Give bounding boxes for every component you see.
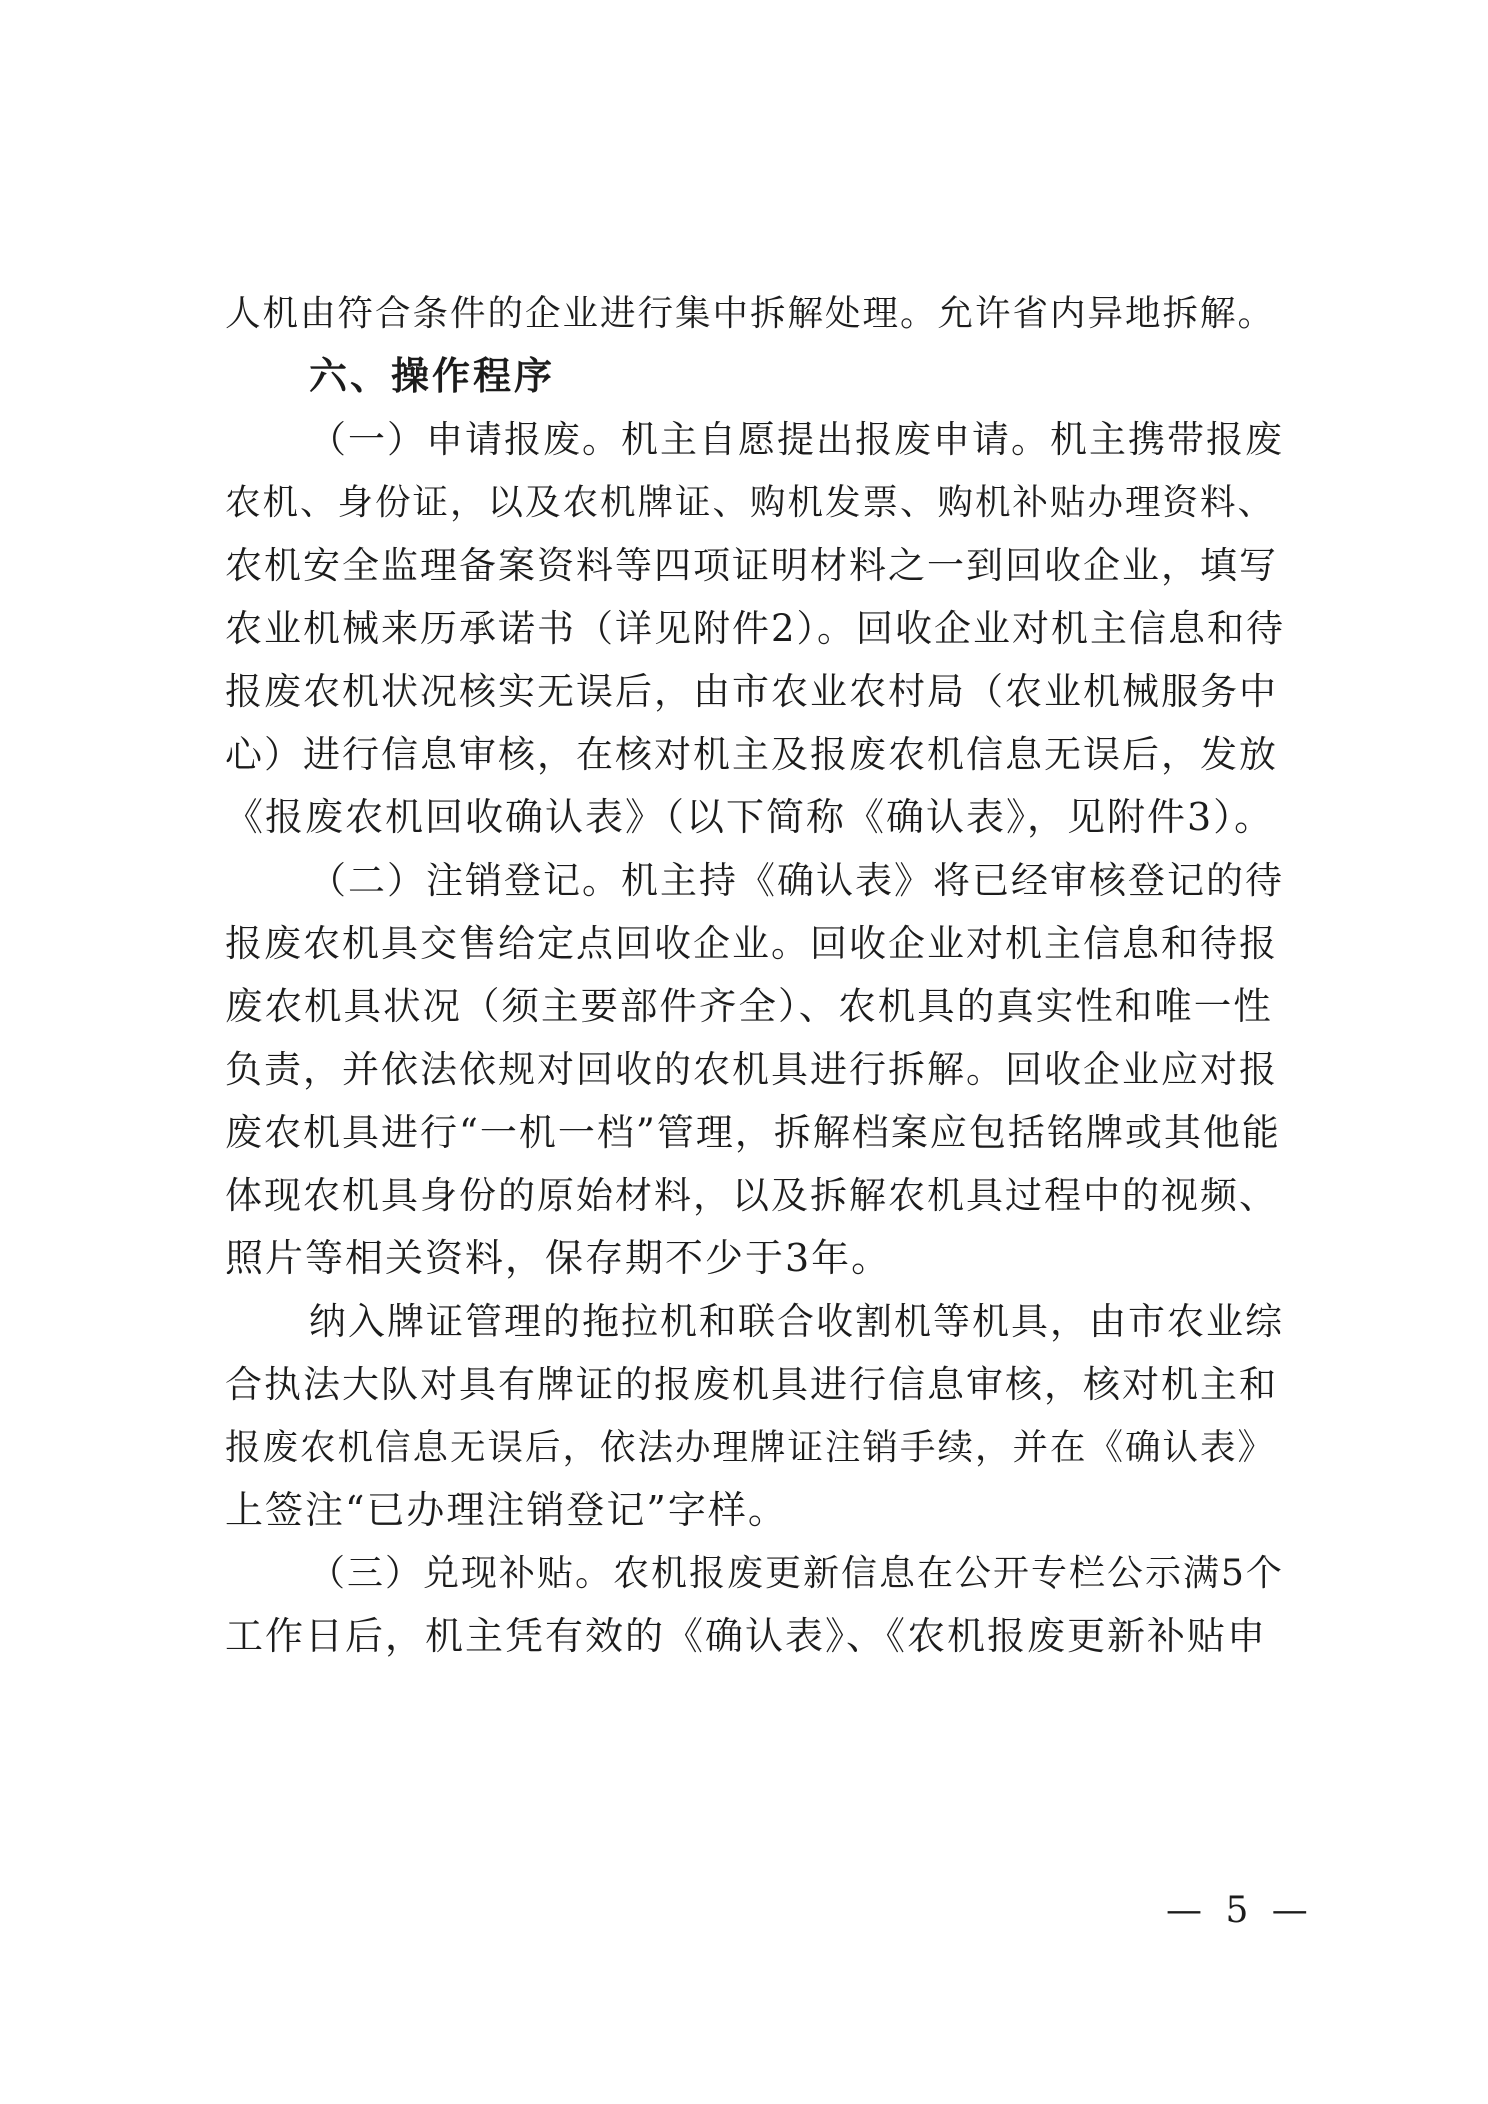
- page-number: — 5 —: [1166, 1890, 1314, 1931]
- text-line: 报废农机信息无误后，依法办理牌证注销手续，并在《确认表》: [225, 1427, 1276, 1468]
- text-line: （三）兑现补贴。农机报废更新信息在公开专栏公示满5个: [309, 1553, 1284, 1594]
- text-line: 报废农机状况核实无误后，由市农业农村局（农业机械服务中: [225, 670, 1278, 713]
- text-line: 农机、身份证，以及农机牌证、购机发票、购机补贴办理资料、: [225, 482, 1276, 523]
- text-line: 合执法大队对具有牌证的报废机具进行信息审核，核对机主和: [225, 1363, 1278, 1406]
- text-line: 农机安全监理备案资料等四项证明材料之一到回收企业，填写: [225, 544, 1278, 587]
- text-line: 上签注“已办理注销登记”字样。: [225, 1488, 788, 1532]
- text-line: 报废农机具交售给定点回收企业。回收企业对机主信息和待报: [225, 922, 1278, 965]
- text-line: 废农机具状况（须主要部件齐全）、农机具的真实性和唯一性: [225, 984, 1273, 1028]
- section-heading: 六、操作程序: [309, 354, 556, 398]
- text-line: （二）注销登记。机主持《确认表》将已经审核登记的待: [309, 859, 1284, 902]
- text-line: 纳入牌证管理的拖拉机和联合收割机等机具，由市农业综: [309, 1300, 1284, 1343]
- text-line: 废农机具进行“一机一档”管理，拆解档案应包括铭牌或其他能: [225, 1111, 1281, 1154]
- text-line: 体现农机具身份的原始材料，以及拆解农机具过程中的视频、: [225, 1174, 1278, 1217]
- text-line: 工作日后，机主凭有效的《确认表》、《农机报废更新补贴申: [225, 1614, 1268, 1658]
- text-line: 负责，并依法依规对回收的农机具进行拆解。回收企业应对报: [225, 1048, 1278, 1091]
- text-line: （一）申请报废。机主自愿提出报废申请。机主携带报废: [309, 418, 1284, 461]
- text-line: 人机由符合条件的企业进行集中拆解处理。允许省内异地拆解。: [225, 293, 1276, 334]
- text-line: 农业机械来历承诺书（详见附件2）。回收企业对机主信息和待: [225, 607, 1286, 650]
- body-text: [225, 282, 1285, 1668]
- text-line: 照片等相关资料，保存期不少于3年。: [225, 1236, 892, 1280]
- text-line: 心）进行信息审核，在核对机主及报废农机信息无误后，发放: [225, 733, 1278, 776]
- text-line: 《报废农机回收确认表》（以下简称《确认表》，见附件3）。: [225, 795, 1275, 839]
